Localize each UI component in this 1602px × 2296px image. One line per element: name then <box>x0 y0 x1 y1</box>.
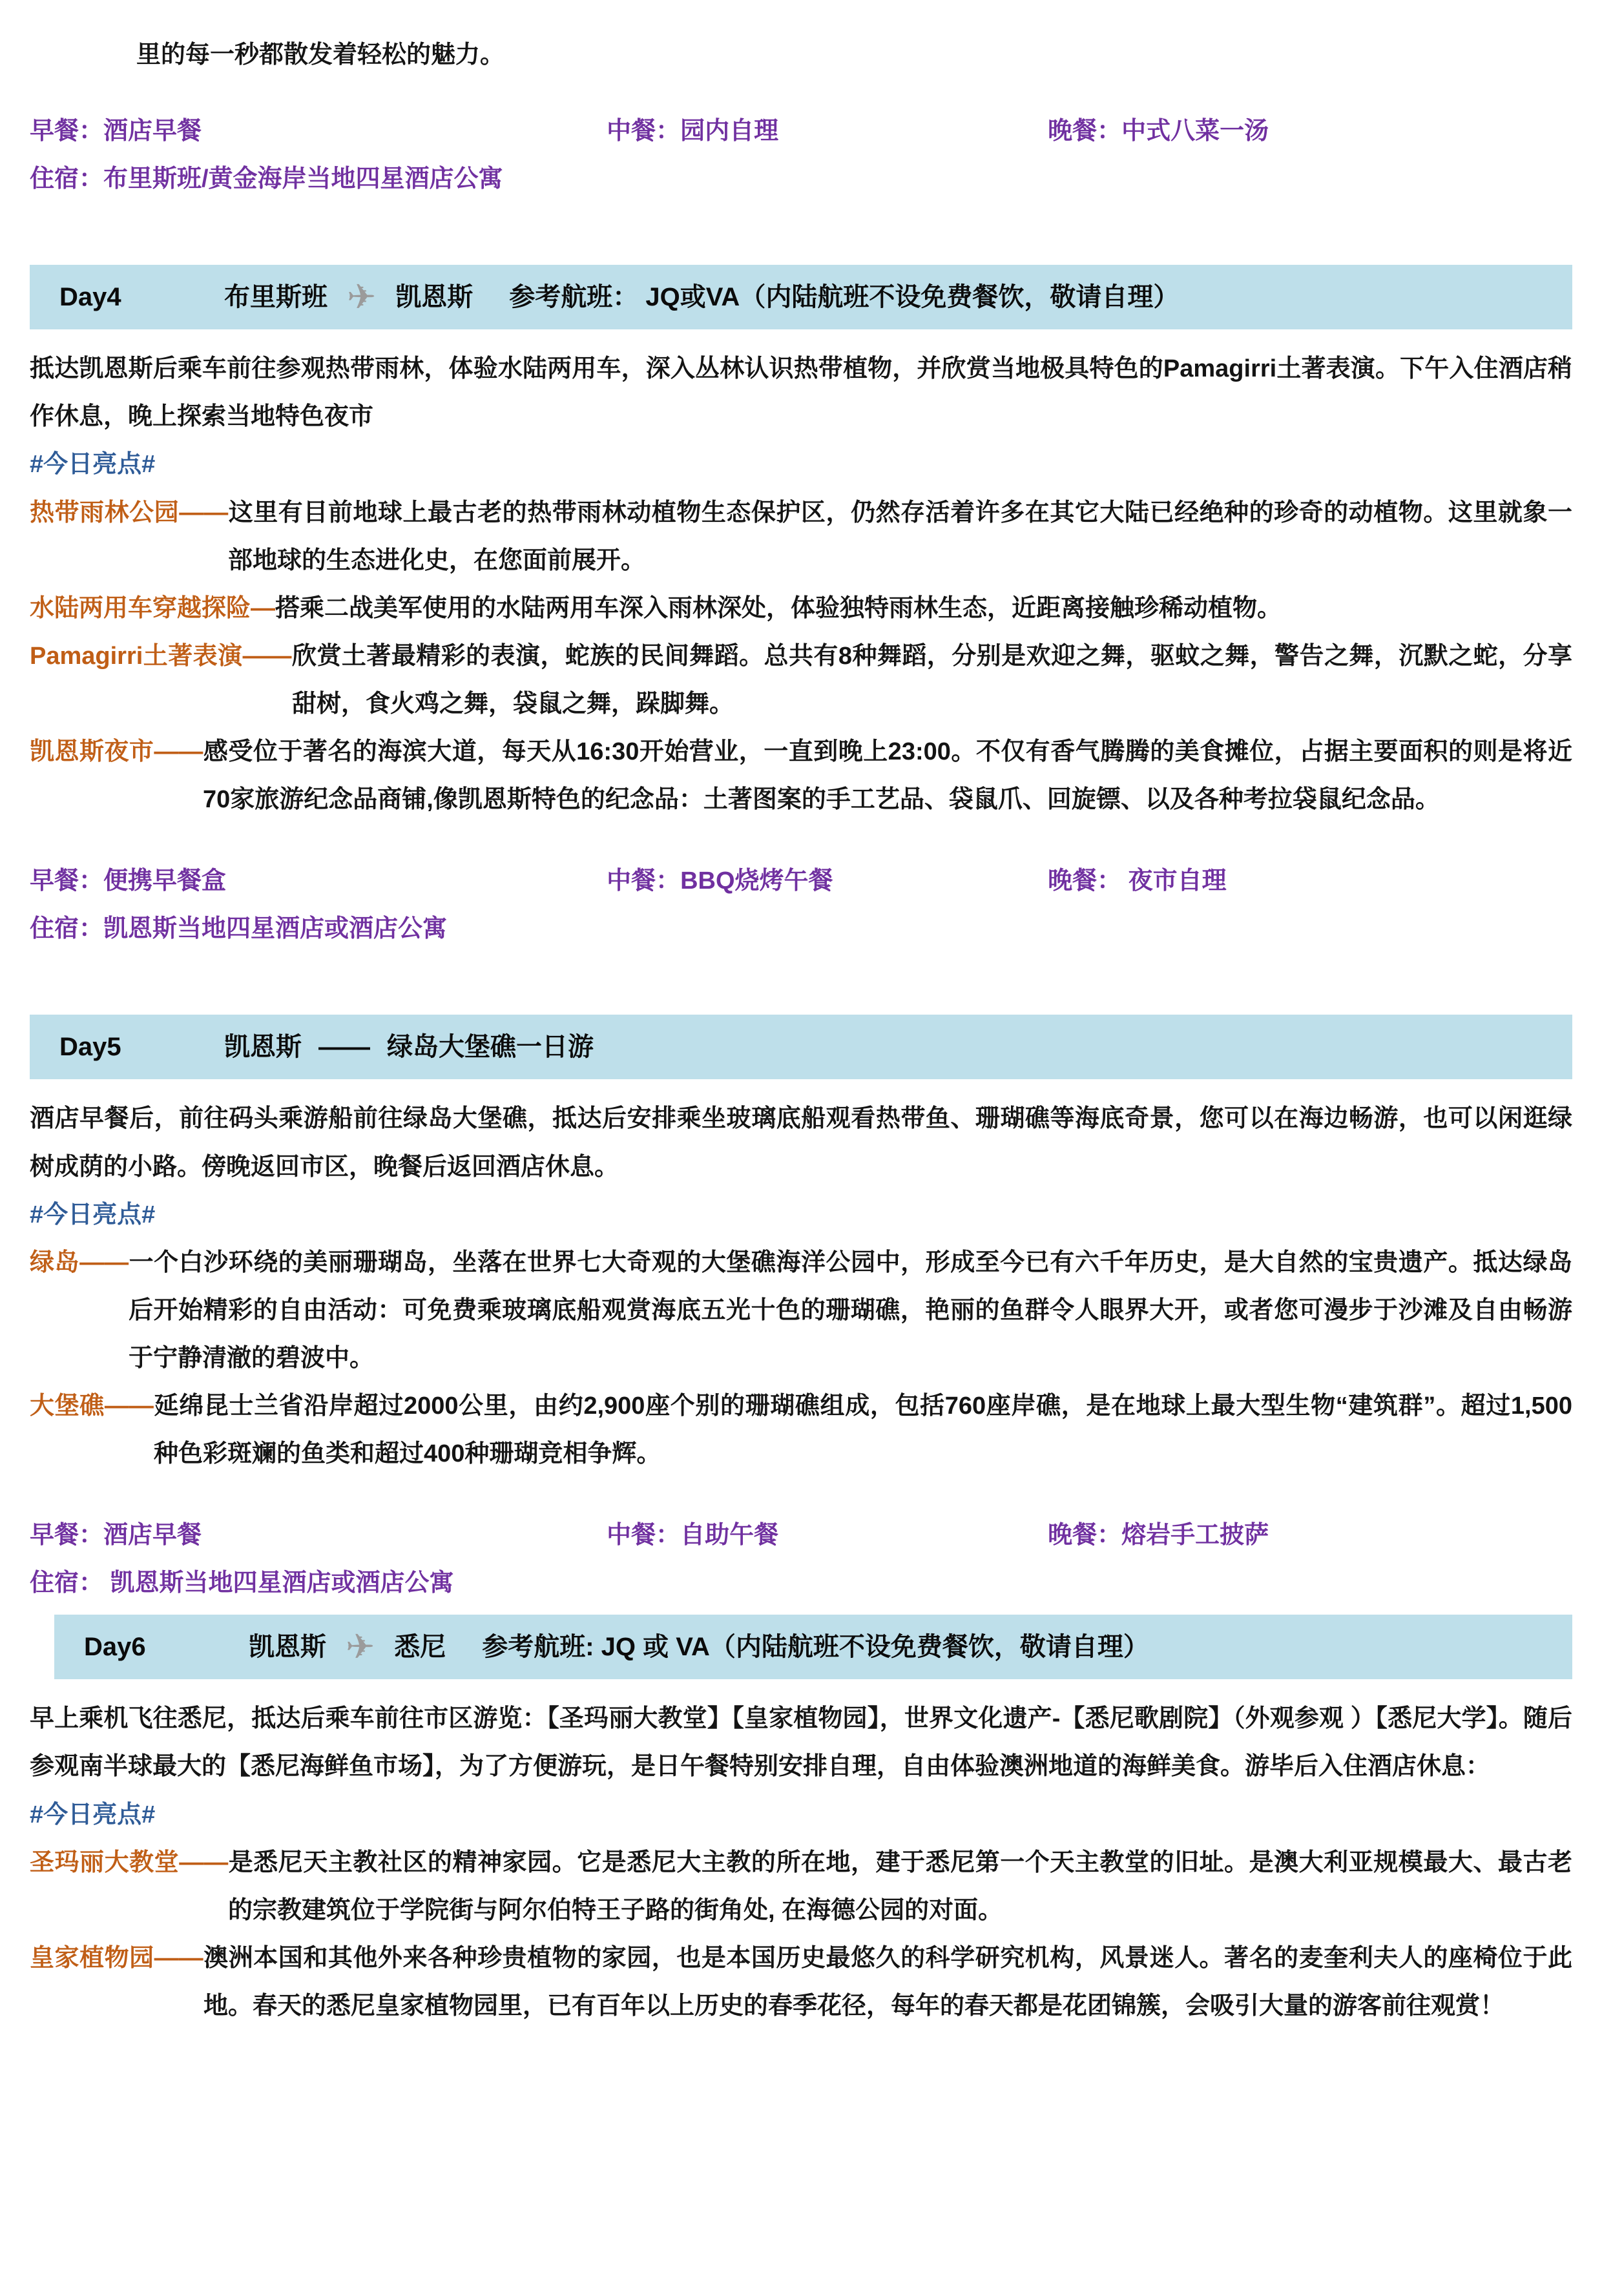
day5-header <box>30 1015 1572 1079</box>
highlight-item <box>30 584 1572 632</box>
day6-route <box>249 1622 446 1672</box>
meals-row-top <box>30 107 1572 155</box>
highlight-item <box>30 632 1572 728</box>
highlight-text: 是悉尼天主教社区的精神家园。它是悉尼大主教的所在地，建于悉尼第一个天主教堂的旧址。是澳大利亚规模最大、最古老的宗教建筑位于学院街与阿尔伯特王子路的街角处, 在海德公园的对面。 <box>228 1848 1572 1924</box>
stay-info: 住宿：凯恩斯当地四星酒店或酒店公寓 <box>30 915 448 943</box>
highlight-item <box>30 728 1572 823</box>
day5-section <box>30 1015 1572 1607</box>
airplane-icon: ✈ <box>346 1628 375 1667</box>
stay-info: 住宿：布里斯班/黄金海岸当地四星酒店公寓 <box>30 165 503 193</box>
route-from: 凯恩斯 <box>224 1033 302 1062</box>
day-label: Day5 <box>59 1033 121 1062</box>
highlight-term: 圣玛丽大教堂—— <box>30 1848 229 1876</box>
dinner-info: 晚餐：熔岩手工披萨 <box>1048 1522 1269 1549</box>
day6-header <box>54 1615 1572 1679</box>
day5-route <box>224 1022 594 1072</box>
lunch-info: 中餐：园内自理 <box>607 118 779 145</box>
highlight-term: 大堡礁—— <box>30 1392 154 1420</box>
day4-route <box>224 272 473 322</box>
highlight-item <box>30 1839 1572 1934</box>
breakfast-info: 早餐：便携早餐盒 <box>30 867 227 895</box>
day6-section <box>30 1615 1572 2030</box>
day-description: 酒店早餐后，前往码头乘游船前往绿岛大堡礁，抵达后安排乘坐玻璃底船观看热带鱼、珊瑚礁等海底奇景，您可以在海边畅游，也可以闲逛绿树成荫的小路。傍晚返回市区，晚餐后返回酒店休息。 <box>30 1105 1572 1181</box>
breakfast-info: 早餐：酒店早餐 <box>30 118 202 145</box>
highlight-text: 搭乘二战美军使用的水陆两用车深入雨林深处，体验独特雨林生态，近距离接触珍稀动植物。 <box>275 594 1282 622</box>
day-description: 早上乘机飞往悉尼，抵达后乘车前往市区游览：【圣玛丽大教堂】【皇家植物园】，世界文化遗产-【悉尼歌剧院】（外观参观 ）【悉尼大学】。随后参观南半球最大的【悉尼海鲜鱼市场】，为了方便游玩，是日午餐特别安排自理，自由体验澳洲地道的海鲜美食。游毕后入住酒店休息： <box>30 1705 1572 1781</box>
highlight-text: 澳洲本国和其他外来各种珍贵植物的家园，也是本国历史最悠久的科学研究机构，风景迷人。著名的麦奎利夫人的座椅位于此地。春天的悉尼皇家植物园里，已有百年以上历史的春季花径，每年的春天都是花团锦簇，会吸引大量的游客前往观赏！ <box>203 1944 1572 2020</box>
route-to: 绿岛大堡礁一日游 <box>387 1033 594 1062</box>
highlight-item <box>30 1934 1572 2030</box>
highlight-text: 一个白沙环绕的美丽珊瑚岛，坐落在世界七大奇观的大堡礁海洋公园中，形成至今已有六千年历史，是大自然的宝贵遗产。抵达绿岛后开始精彩的自由活动：可免费乘玻璃底船观赏海底五光十色的珊瑚礁，艳丽的鱼群令人眼界大开，或者您可漫步于沙滩及自由畅游于宁静清澈的碧波中。 <box>129 1248 1572 1372</box>
itinerary-page <box>0 31 1602 2030</box>
highlight-text: 感受位于著名的海滨大道，每天从16:30开始营业，一直到晚上23:00。不仅有香气腾腾的美食摊位，占据主要面积的则是将近70家旅游纪念品商铺,像凯恩斯特色的纪念品：土著图案的手工艺品、袋鼠爪、回旋镖、以及各种考拉袋鼠纪念品。 <box>203 738 1572 814</box>
highlight-term: 热带雨林公园—— <box>30 499 229 526</box>
flight-note: 参考航班： JQ或VA（内陆航班不设免费餐饮，敬请自理） <box>509 283 1180 312</box>
breakfast-info: 早餐：酒店早餐 <box>30 1522 202 1549</box>
dinner-info: 晚餐： 夜市自理 <box>1048 867 1227 895</box>
route-from: 凯恩斯 <box>249 1633 326 1662</box>
highlight-term: Pamagirri土著表演—— <box>30 642 292 670</box>
highlight-term: 水陆两用车穿越探险— <box>30 594 276 622</box>
highlight-term: 绿岛—— <box>30 1248 129 1276</box>
highlight-term: 皇家植物园—— <box>30 1944 203 1972</box>
day-description: 抵达凯恩斯后乘车前往参观热带雨林，体验水陆两用车，深入丛林认识热带植物，并欣赏当地极具特色的Pamagirri土著表演。下午入住酒店稍作休息，晚上探索当地特色夜市 <box>30 355 1572 431</box>
highlight-text: 延绵昆士兰省沿岸超过2000公里，由约2,900座个别的珊瑚礁组成，包括760座岸礁，是在地球上最大型生物“建筑群”。超过1,500种色彩斑斓的鱼类和超过400种珊瑚竞相争辉。 <box>153 1392 1572 1468</box>
route-to: 悉尼 <box>394 1633 446 1662</box>
dinner-info: 晚餐：中式八菜一汤 <box>1048 118 1269 145</box>
stay-info: 住宿： 凯恩斯当地四星酒店或酒店公寓 <box>30 1569 454 1597</box>
highlight-text: 欣赏土著最精彩的表演，蛇族的民间舞蹈。总共有8种舞蹈，分别是欢迎之舞，驱蚊之舞，警告之舞，沉默之蛇，分享甜树，食火鸡之舞，袋鼠之舞，跺脚舞。 <box>291 642 1572 718</box>
route-from: 布里斯班 <box>224 283 328 312</box>
highlight-item <box>30 489 1572 584</box>
highlight-term: 凯恩斯夜市—— <box>30 738 203 766</box>
airplane-icon: ✈ <box>347 278 377 317</box>
highlight-item <box>30 1239 1572 1382</box>
highlight-tag: #今日亮点# <box>30 1201 156 1228</box>
highlight-text: 这里有目前地球上最古老的热带雨林动植物生态保护区，仍然存活着许多在其它大陆已经绝种的珍奇的动植物。这里就象一部地球的生态进化史，在您面前展开。 <box>228 499 1572 574</box>
day4-header <box>30 265 1572 329</box>
day5-body <box>30 1095 1572 1607</box>
highlight-tag: #今日亮点# <box>30 1801 156 1828</box>
flight-note: 参考航班: JQ 或 VA（内陆航班不设免费餐饮，敬请自理） <box>482 1633 1149 1662</box>
route-dash: —— <box>318 1033 370 1062</box>
day-label: Day6 <box>84 1633 146 1662</box>
day6-body <box>30 1695 1572 2030</box>
intro-text: 里的每一秒都散发着轻松的魅力。 <box>136 41 505 68</box>
meals-row-day4 <box>30 857 1572 905</box>
day-label: Day4 <box>59 283 121 312</box>
lunch-info: 中餐：BBQ烧烤午餐 <box>607 867 833 895</box>
lunch-info: 中餐：自助午餐 <box>607 1522 779 1549</box>
highlight-item <box>30 1382 1572 1478</box>
highlight-tag: #今日亮点# <box>30 451 156 479</box>
route-to: 凯恩斯 <box>395 283 473 312</box>
day4-body <box>30 345 1572 953</box>
day4-section <box>30 265 1572 953</box>
meals-row-day5 <box>30 1511 1572 1559</box>
